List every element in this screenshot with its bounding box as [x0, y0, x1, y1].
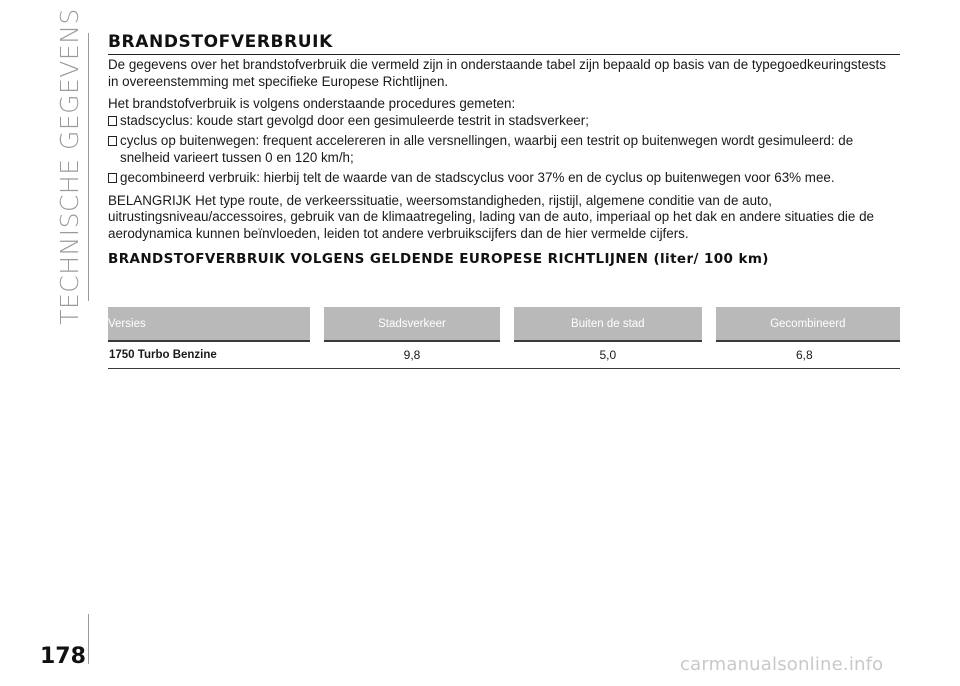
cell-gecombineerd: 6,8 [709, 341, 900, 369]
cell-buiten-de-stad: 5,0 [507, 341, 709, 369]
header-cell-versies: Versies [108, 307, 317, 341]
method-paragraph: Het brandstofverbruik is volgens onderstaande procedures gemeten: [108, 96, 516, 111]
checkbox-bullet-icon [108, 173, 117, 183]
bullet-text: stadscyclus: koude start gevolgd door een gesimuleerde testrit in stadsverkeer; [120, 112, 589, 128]
page-heading: BRANDSTOFVERBRUIK [108, 32, 900, 55]
intro-paragraph: De gegevens over het brandstofverbruik die vermeld zijn in onderstaande tabel zijn bepaald op basis van de typegoedkeuringstests in overeenstemming met specifieke Europese Richtlijnen. [108, 57, 886, 89]
page-number: 178 [40, 644, 86, 669]
consumption-table [108, 307, 900, 369]
footer-divider [88, 614, 89, 664]
header-cell-stadsverkeer: Stadsverkeer [317, 307, 507, 341]
bullet-item [108, 113, 900, 130]
important-note: BELANGRIJK Het type route, de verkeerssituatie, weersomstandigheden, rijstijl, algemene conditie van de auto, uitrustingsniveau/accessoires, gebruik van de klimaatregeling, lading van de auto, imperiaal op het dak en andere situaties die de aerodynamica kunnen beïnvloeden, leiden tot andere verbruikscijfers dan de hier vermelde cijfers. [108, 192, 874, 241]
section-divider [88, 33, 89, 301]
watermark: carmanualsonline.info [680, 654, 884, 675]
bullet-item [108, 170, 900, 187]
table-heading: BRANDSTOFVERBRUIK VOLGENS GELDENDE EUROPESE RICHTLIJNEN (liter/ 100 km) [108, 251, 769, 267]
bullet-text: gecombineerd verbruik: hierbij telt de waarde van de stadscyclus voor 37% en de cyclus op buitenwegen voor 63% mee. [120, 170, 835, 185]
cell-version: 1750 Turbo Benzine [108, 341, 317, 369]
header-cell-gecombineerd: Gecombineerd [709, 307, 900, 341]
bullet-text: cyclus op buitenwegen: frequent accelereren in alle versnellingen, waarbij een testrit op buitenwegen wordt gesimuleerd: de snelheid varieert tussen 0 en 120 km/h; [120, 133, 854, 165]
table-row [108, 341, 900, 369]
header-cell-buiten-de-stad: Buiten de stad [507, 307, 709, 341]
checkbox-bullet-icon [108, 116, 117, 126]
cell-stadsverkeer: 9,8 [317, 341, 507, 369]
table-header-row [108, 307, 900, 341]
main-content [108, 32, 900, 267]
bullet-item [108, 133, 900, 166]
section-title-text: TECHNISCHE GEGEVENS [54, 7, 84, 325]
checkbox-bullet-icon [108, 136, 117, 146]
section-title [48, 7, 90, 325]
